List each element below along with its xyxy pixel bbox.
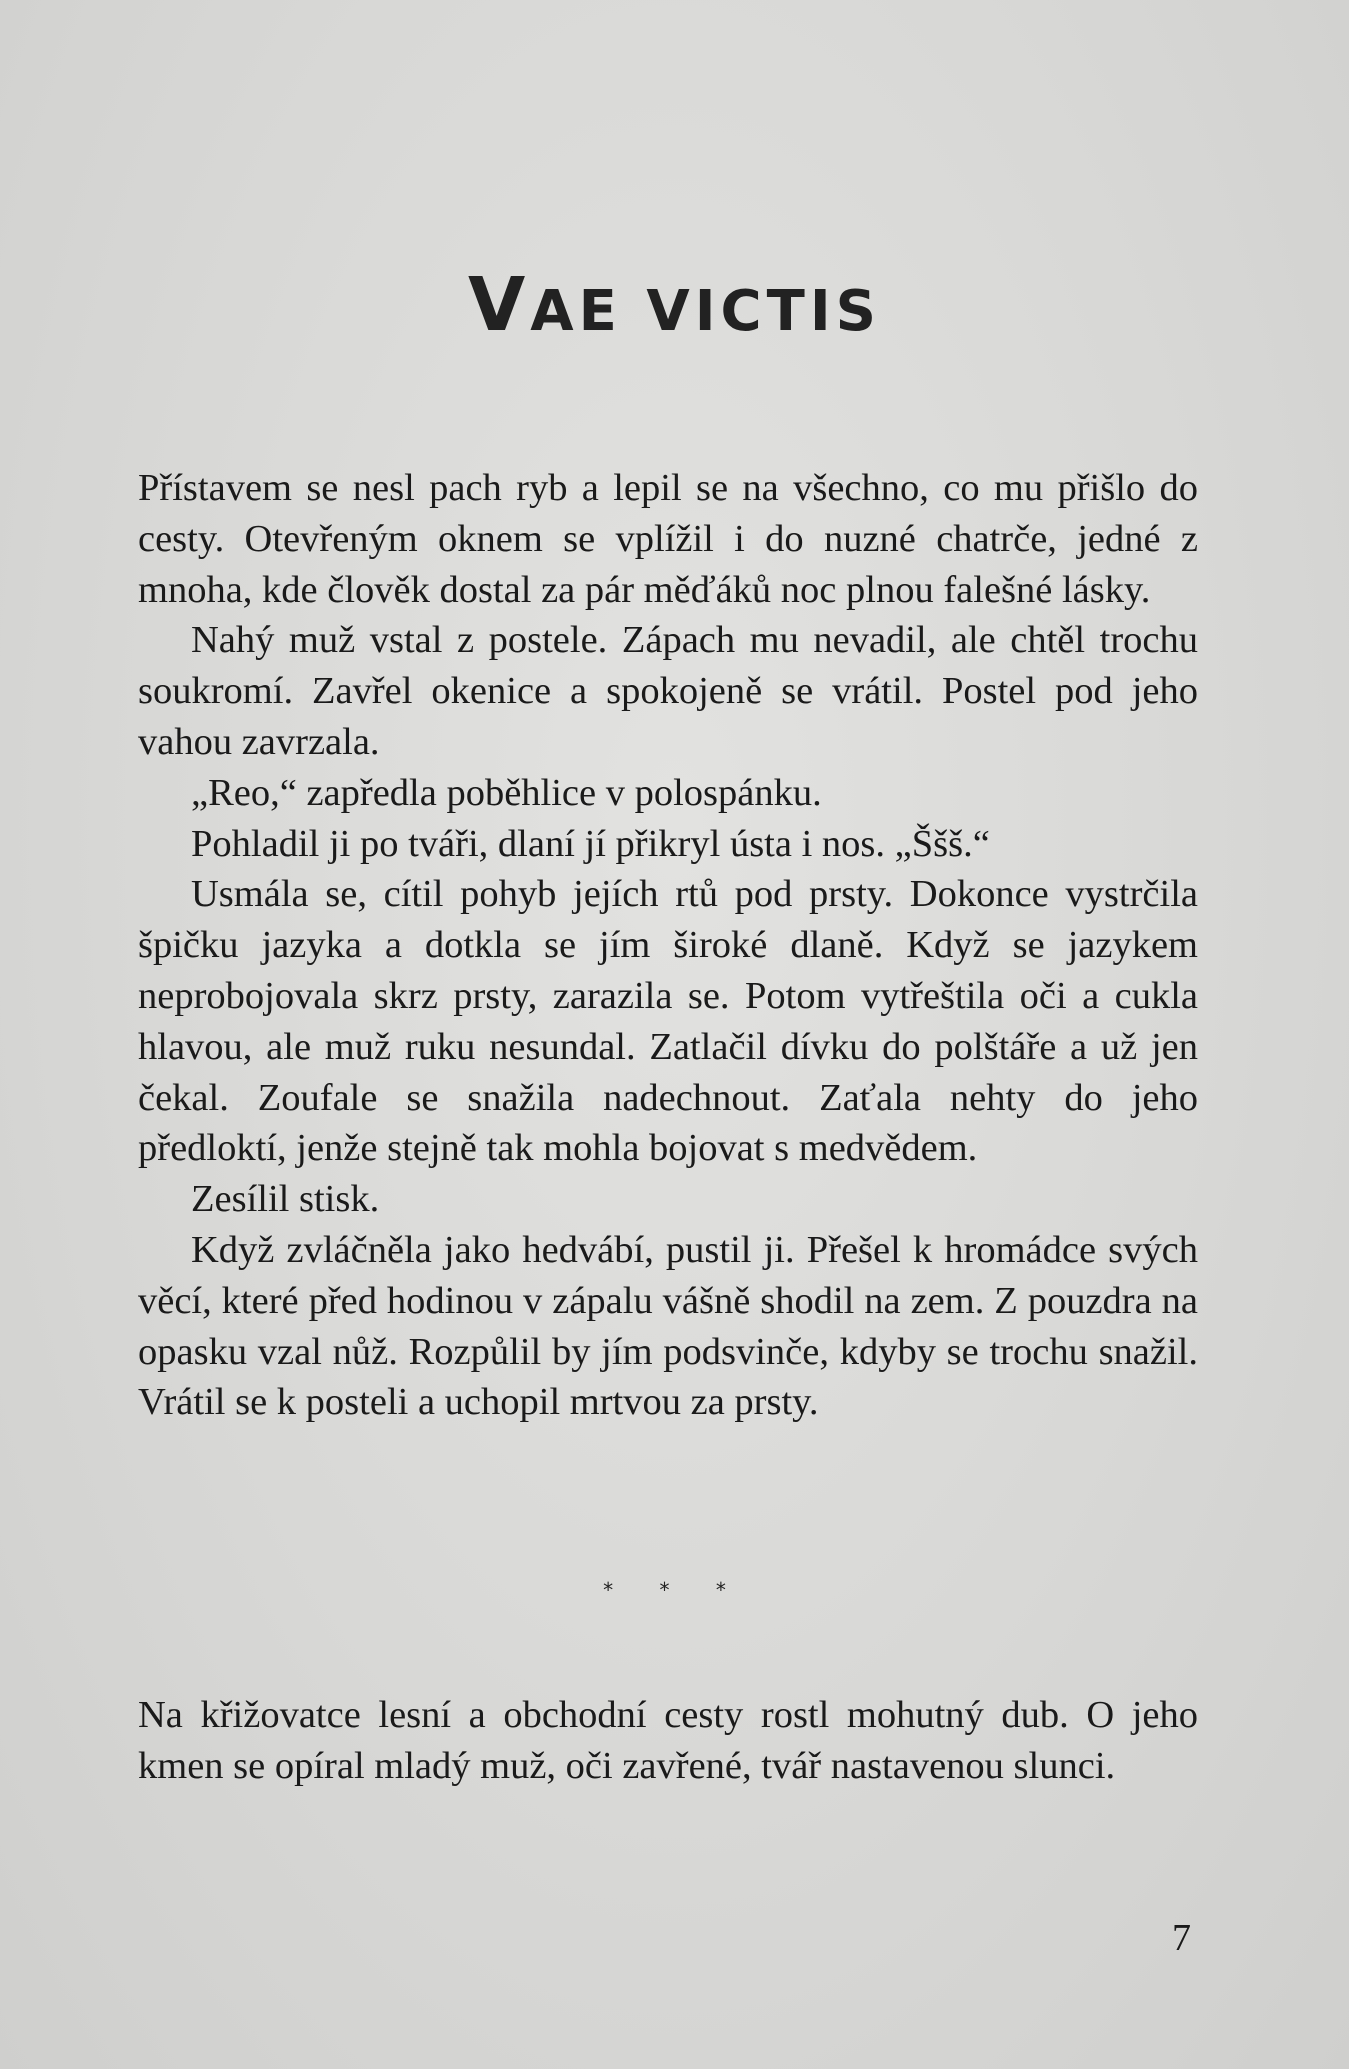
paragraph: Když zvláčněla jako hedvábí, pustil ji. Přešel k hromádce svých věcí, které před hodinou v zápalu vášně shodil na zem. Z pouzdra na opasku vzal nůž. Rozpůlil by jím podsvinče, kdyby se trochu snažil. Vrátil se k posteli a uchopil mrtvou za prsty. <box>138 1228 1198 1424</box>
paragraph: „Reo,“ zapředla poběhlice v polospánku. <box>191 771 822 814</box>
paragraph: Na křižovatce lesní a obchodní cesty rostl mohutný dub. O jeho kmen se opíral mladý muž, oči zavřené, tvář nastavenou slunci. <box>138 1694 1198 1787</box>
section-2-text <box>138 1690 1198 1792</box>
chapter-title <box>0 262 1349 348</box>
section-1-text <box>138 463 1198 1428</box>
chapter-title-initial: V <box>467 262 531 348</box>
section-divider: * * * <box>603 1578 746 1602</box>
paragraph: Zesílil stisk. <box>191 1178 380 1221</box>
paragraph: Pohladil ji po tváři, dlaní jí přikryl ústa i nos. „Ššš.“ <box>191 822 990 865</box>
paragraph: Usmála se, cítil pohyb jejích rtů pod prsty. Dokonce vystrčila špičku jazyka a dotkla se jím široké dlaně. Když se jazykem neprobojovala skrz prsty, zarazila se. Potom vytřeštila oči a cukla hlavou, ale muž ruku nesundal. Zatlačil dívku do polštáře a už jen čekal. Zoufale se snažila nadechnout. Zaťala nehty do jeho předloktí, jenže stejně tak mohla bojovat s medvědem. <box>138 873 1198 1170</box>
paragraph: Nahý muž vstal z postele. Zápach mu nevadil, ale chtěl trochu soukromí. Zavřel okenice a spokojeně se vrátil. Postel pod jeho vahou zavrzala. <box>138 619 1198 763</box>
chapter-title-rest: AE VICTIS <box>530 279 881 344</box>
paragraph: Přístavem se nesl pach ryb a lepil se na všechno, co mu přišlo do cesty. Otevřeným oknem se vplížil i do nuzné chatrče, jedné z mnoha, kde člověk dostal za pár měďáků noc plnou falešné lásky. <box>138 467 1198 611</box>
page-number: 7 <box>1172 1917 1191 1959</box>
